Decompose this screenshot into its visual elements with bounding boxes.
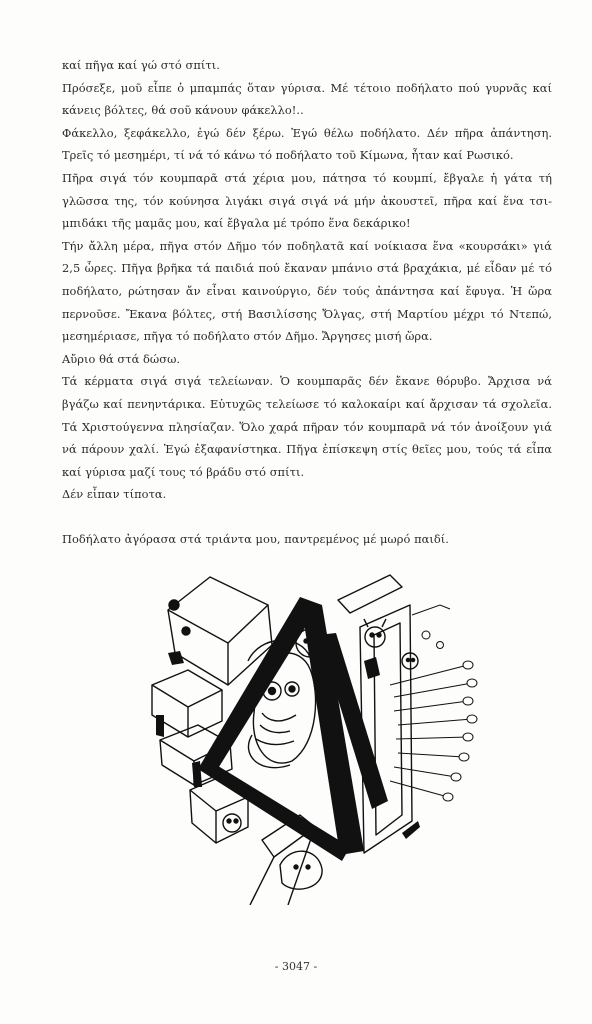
text-line: Πῆρα σιγά τόν κουμπαρᾶ στά χέρια μου, πάτησα τό κουμπί, ἔβγαλε ἡ γάτα τή xyxy=(62,170,552,185)
text-line: περνοῦσε. Ἔκανα βόλτες, στή Βασιλίσσης Ὄλγας, στή Μαρτίου μέχρι τό Ντεπώ, xyxy=(62,306,552,321)
text-line: μπιδάκι τῆς μαμᾶς μου, καί ἔβγαλα μέ τρόπο ἕνα δεκάρικο! xyxy=(62,216,411,231)
paragraph-gap xyxy=(62,506,552,529)
text-line: βγάζω καί πενηντάρικα. Εὐτυχῶς τελείωσε τό καλοκαίρι καί ἄρχισαν τά σχολεῖα. xyxy=(62,396,552,411)
text-line: Τά Χριστούγεννα πλησίαζαν. Ὅλο χαρά πῆραν τόν κουμπαρᾶ νά τόν ἀνοίξουν γιά xyxy=(62,419,552,434)
text-line: ποδήλατο, ρώτησαν ἄν εἶναι καινούργιο, δέν τούς ἀπάντησα καί ἔφυγα. Ἡ ὥρα xyxy=(62,283,552,298)
text-line: γλῶσσα της, τόν κούνησα λιγάκι σιγά σιγά νά μήν ἀκουστεῖ, πῆρα καί ἕνα τσι- xyxy=(62,193,552,208)
text-line: 2,5 ὧρες. Πῆγα βρῆκα τά παιδιά πού ἔκαναν μπάνιο στά βραχάκια, μέ εἶδαν μέ τό xyxy=(62,261,552,276)
page-number: - 3047 - xyxy=(274,960,318,973)
text-line: Τήν ἄλλη μέρα, πῆγα στόν Δῆμο τόν ποδηλατᾶ καί νοίκιασα ἕνα «κουρσάκι» γιά xyxy=(62,238,552,253)
text-line: καί πῆγα καί γώ στό σπίτι. xyxy=(62,58,220,72)
text-line: Πρόσεξε, μοῦ εἶπε ὁ μπαμπάς ὅταν γύρισα. Μέ τέτοιο ποδήλατο πού γυρνᾶς καί xyxy=(62,80,552,95)
body-text xyxy=(62,54,552,551)
text-line: Ποδήλατο ἀγόρασα στά τριάντα μου, παντρεμένος μέ μωρό παιδί. xyxy=(62,532,449,547)
text-line: Αὔριο θά στά δώσω. xyxy=(62,351,181,366)
text-line: μεσημέριασε, πῆγα τό ποδήλατο στόν Δῆμο. Ἄργησες μισή ὥρα. xyxy=(62,329,433,344)
text-line: νά πάρουν χαλί. Ἐγώ ἐξαφανίστηκα. Πῆγα ἐπίσκεψη στίς θεῖες μου, τούς τά εἶπα xyxy=(62,442,552,457)
text-line: καί γύρισα μαζί τους τό βράδυ στό σπίτι. xyxy=(62,464,305,479)
text-line: Τά κέρματα σιγά σιγά τελείωναν. Ὁ κουμπαρᾶς δέν ἔκανε θόρυβο. Ἄρχισα νά xyxy=(62,374,552,389)
text-line: κάνεις βόλτες, θά σοῦ κάνουν φάκελλο!.. xyxy=(62,103,304,118)
ink-illustration xyxy=(150,565,480,905)
text-line: Δέν εἶπαν τίποτα. xyxy=(62,487,167,502)
text-line: Φάκελλο, ξεφάκελλο, ἐγώ δέν ξέρω. Ἐγώ θέλω ποδήλατο. Δέν πῆρα ἀπάντηση. xyxy=(62,125,552,140)
text-line: Τρεῖς τό μεσημέρι, τί νά τό κάνω τό ποδήλατο τοῦ Κίμωνα, ἦταν καί Ρωσικό. xyxy=(62,148,514,163)
